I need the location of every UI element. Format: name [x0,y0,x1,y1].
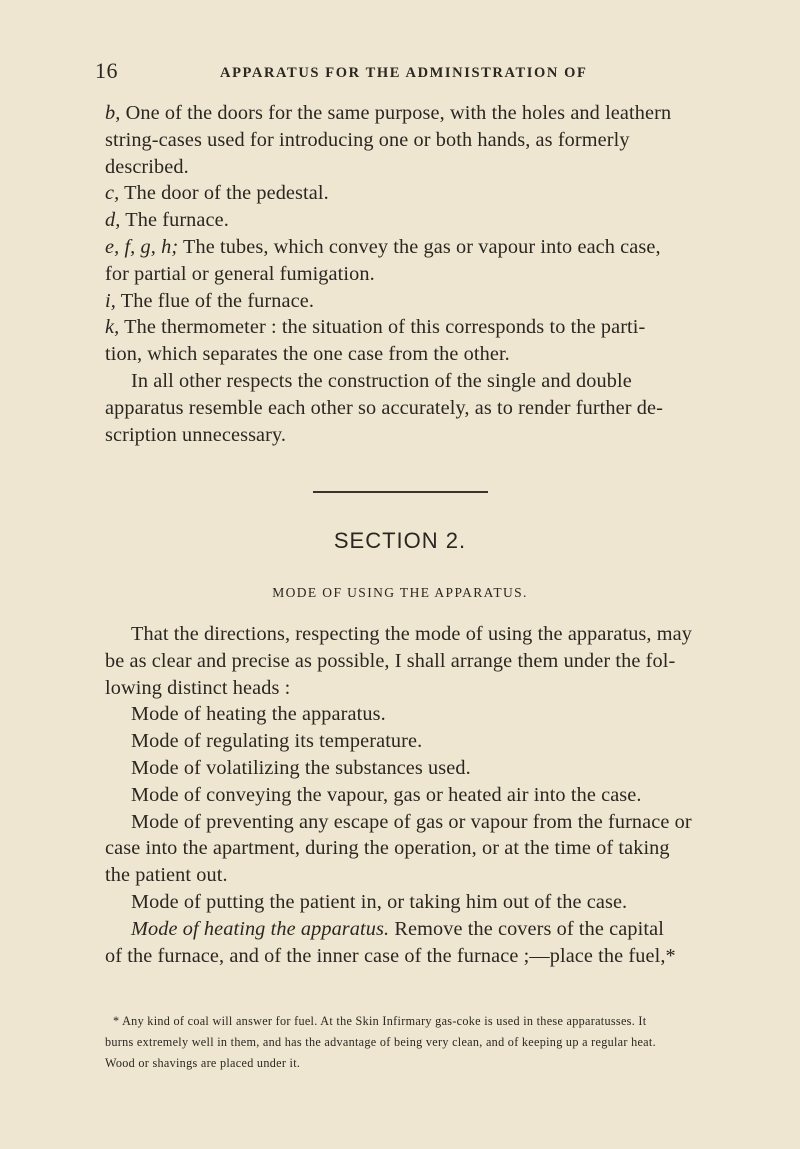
page-header [95,58,755,88]
paragraph-line: In all other respects the construction of the single and double [131,369,632,392]
legend-letter: b, [105,102,121,124]
footnote-line: * Any kind of coal will answer for fuel. At the Skin Infirmary gas-coke is used in these apparatusses. It [113,1014,647,1028]
legend-item [105,207,745,234]
legend-item [105,180,745,207]
legend-text: The door of the pedestal. [124,182,329,205]
legend-text: string-cases used for introducing one or both hands, as formerly [105,128,630,151]
legend-letter: e, f, g, h; [105,235,179,258]
head-item [105,782,745,809]
head-line: Mode of volatilizing the substances used. [131,756,471,779]
legend-text: The furnace. [125,209,229,232]
paragraph-line: That the directions, respecting the mode of using the apparatus, may [131,623,692,645]
legend-letter: k, [105,316,120,339]
legend-text: tion, which separates the one case from the other. [105,343,510,366]
paragraph-line: lowing distinct heads : [105,676,291,699]
intro-paragraph [105,621,745,701]
footnote-line: burns extremely well in them, and has the advantage of being very clean, and of keeping up a regular heat. [105,1035,656,1049]
legend-list [105,100,745,448]
legend-item [105,288,745,315]
head-line: Mode of regulating its temperature. [131,730,423,753]
legend-text: The flue of the furnace. [120,289,314,312]
head-line: Mode of preventing any escape of gas or vapour from the furnace or [131,810,692,833]
head-item [105,701,745,728]
head-line: Mode of putting the patient in, or taking him out of the case. [131,890,628,913]
paragraph-line [105,916,745,943]
head-item [105,755,745,782]
legend-text: for partial or general fumigation. [105,262,375,285]
legend-item [105,100,745,180]
legend-item [105,314,745,368]
paragraph-line: scription unnecessary. [105,423,287,446]
paragraph-text: Remove the covers of the capital [389,917,664,940]
legend-letter: c, [105,182,120,205]
run-in-heading: Mode of heating the apparatus. [131,917,390,940]
section-subtitle: MODE OF USING THE APPARATUS. [272,585,528,600]
head-item [105,889,745,916]
final-paragraph [105,916,745,970]
head-line: case into the apartment, during the operation, or at the time of taking [105,837,670,860]
section-body [105,621,745,969]
paragraph-line: of the furnace, and of the inner case of the furnace ;—place the fuel,* [105,944,676,967]
footnote-line: Wood or shavings are placed under it. [105,1056,301,1070]
head-item [105,728,745,755]
paragraph-line: be as clear and precise as possible, I shall arrange them under the fol- [105,649,676,672]
page-number: 16 [95,58,118,83]
legend-text: described. [105,155,189,178]
legend-text: The tubes, which convey the gas or vapour into each case, [183,235,661,258]
legend-letter: i, [105,289,116,312]
legend-text: One of the doors for the same purpose, with the holes and leathern [125,102,672,124]
legend-item [105,234,745,288]
head-item [105,809,745,889]
head-line: Mode of conveying the vapour, gas or heated air into the case. [131,783,642,806]
paragraph-line: apparatus resemble each other so accurately, as to render further de- [105,396,663,419]
section-title: SECTION 2. [333,528,467,553]
legend-letter: d, [105,209,121,232]
closing-paragraph [105,368,745,448]
footnote [105,1011,745,1074]
section-divider [313,491,488,493]
legend-text: The thermometer : the situation of this corresponds to the parti- [124,316,646,339]
head-line: the patient out. [105,864,228,887]
head-line: Mode of heating the apparatus. [131,703,386,726]
running-head: APPARATUS FOR THE ADMINISTRATION OF [220,65,588,81]
